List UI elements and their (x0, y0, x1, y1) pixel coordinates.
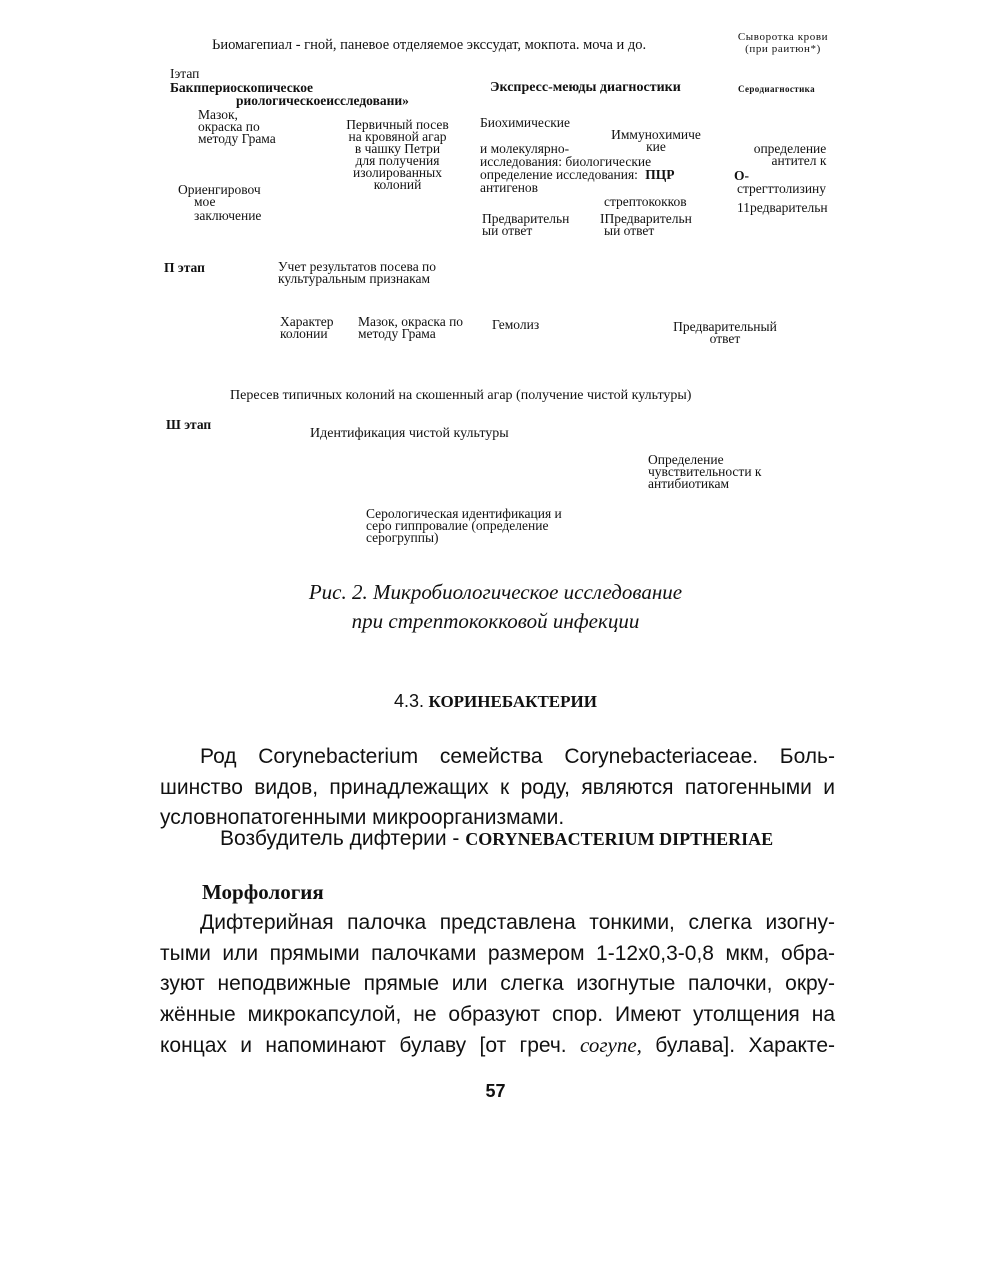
primary-seed-line: Первичный посев (346, 117, 449, 132)
antibiotic-line: чувствительности к (648, 464, 762, 479)
smear-line: методу Грама (198, 131, 276, 146)
preliminary-1 (482, 213, 569, 237)
material-line: Ьиомагепиал - гной, паневое отделяемое экссудат, мокпота. моча и до. (212, 37, 647, 53)
caption-line-1: Рис. 2. Микробиологическое исследование (308, 580, 683, 604)
serum-line-1: Сыворотка крови (737, 31, 829, 43)
preliminary-1-line: Предварительн (482, 211, 570, 226)
smear-2-line: методу Грама (358, 326, 436, 341)
smear-line: Мазок, (198, 107, 238, 122)
molecular-line-1: и молекулярно- (480, 141, 570, 156)
pcr-label: ПЦР (645, 167, 675, 182)
morphology-paragraph (160, 908, 835, 1062)
serum-label (728, 31, 838, 55)
intro-line: условнопатогенными микроорганизмами. (160, 806, 565, 829)
primary-seed-line: в чашку Петри (354, 141, 441, 156)
morphology-line: жённые микрокапсулой, не образуют спор. Имеют утолщения на (160, 1002, 835, 1026)
preliminary-answer (665, 321, 785, 345)
morphology-line: зуют неподвижные прямые или слегка изогнутые палочки, окру- (160, 972, 835, 995)
orientation-block (178, 184, 261, 222)
culture-eval-line: культуральным признакам (278, 271, 430, 286)
streptococci: стрептококков (604, 194, 687, 209)
immunochem-line: кие (646, 139, 666, 154)
antibody-line: антител к (771, 153, 827, 168)
smear-block (198, 109, 276, 145)
preliminary-2 (600, 213, 692, 237)
immunochem-line: Иммунохимиче (611, 127, 701, 142)
section-title (0, 691, 991, 712)
smear-2-line: Мазок, окраска по (358, 314, 464, 329)
smear-line: окраска по (198, 119, 260, 134)
preliminary-3: 11редварительн (737, 200, 828, 215)
intro-line: Род Corynebacterium семейства Corynebacteriaceae. Боль- (200, 745, 835, 768)
intro-paragraph (160, 742, 835, 834)
section-number: 4.3. (394, 691, 425, 711)
colony-char-line: колонии (280, 326, 328, 341)
primary-seed-line: для получения (355, 153, 440, 168)
antibiotic-line: Определение (648, 452, 724, 467)
reseed-line: Пересев типичных колоний на скошенный агар (получение чистой культуры) (230, 388, 692, 403)
primary-seed-block (330, 119, 465, 191)
preliminary-answer-line: Предварительный (673, 319, 777, 334)
morphology-greek-word: согупе, (580, 1033, 642, 1057)
preliminary-2-line: IПредварительн (600, 211, 692, 226)
o-letter: О- (734, 168, 749, 183)
serum-line-2: (при раитюн*) (745, 43, 821, 55)
smear-2 (358, 316, 463, 340)
morphology-line (160, 1030, 835, 1062)
morphology-heading: Морфология (202, 880, 324, 904)
culture-eval-line: Учет результатов посева по (278, 259, 437, 274)
section-name: КОРИНЕБАКТЕРИИ (428, 692, 597, 711)
primary-seed-line: изолированных (353, 165, 442, 180)
bacteriology-line-2: риологическоеисследовани» (236, 93, 409, 108)
serological-identification (366, 508, 562, 544)
pathogen-label: Возбудитель дифтерии - (220, 827, 460, 850)
orientation-line: мое (194, 194, 216, 209)
caption-line-2: при стрептококковой инфекции (351, 609, 640, 633)
serological-line: серо гиппровалие (определение (366, 518, 549, 533)
preliminary-2-line: ыи ответ (604, 223, 655, 238)
orientation-line: Ориенгировоч (178, 182, 261, 197)
intro-line: шинство видов, принадлежащих к роду, являются патогенными и (160, 775, 835, 799)
stage-2-label: П этап (164, 260, 205, 275)
page-number: 57 (485, 1081, 506, 1101)
colony-char-line: Характер (280, 314, 334, 329)
primary-seed-line: на кровяной агар (348, 129, 447, 144)
serodiagnostics: Серодиагностика (738, 84, 816, 94)
immunochem-block (600, 129, 712, 153)
morphology-line: Дифтерийная палочка представлена тонкими, слегка изогну- (200, 911, 835, 934)
serological-line: серогруппы) (366, 530, 439, 545)
morphology-last-end: булава]. Характе- (655, 1034, 835, 1057)
molecular-line-3-text: определение исследования: (480, 167, 638, 182)
bacteriology-line-1: Бакппериоскопическое (170, 80, 314, 95)
serological-line: Серологическая идентификация и (366, 506, 562, 521)
pathogen-name: CORYNEBACTERIUM DIPTHERIAE (465, 829, 774, 849)
antibody-block (740, 143, 840, 167)
molecular-line-4: антигенов (480, 180, 539, 195)
figure-caption (0, 578, 991, 636)
pathogen-line (220, 827, 773, 851)
morphology-line: тыми или прямыми палочками размером 1-12х0,3-0,8 мкм, обра- (160, 941, 835, 965)
primary-seed-line: колоний (373, 177, 422, 192)
identification: Идентификация чистой культуры (310, 426, 509, 441)
biochemical: Биохимические (480, 115, 571, 130)
colony-character (280, 316, 334, 340)
molecular-line-2: исследования: биологические (480, 154, 652, 169)
culture-evaluation (278, 261, 436, 285)
streptolysin: стрегттолизину (737, 181, 827, 196)
orientation-line: заключение (194, 208, 262, 223)
antibody-line: определение (753, 141, 827, 156)
antibiotic-line: антибиотикам (648, 476, 730, 491)
preliminary-answer-line: ответ (709, 331, 741, 346)
hemolysis: Гемолиз (492, 317, 540, 332)
express-methods: Экспресс-меюды диагностики (490, 80, 681, 95)
preliminary-1-line: ыи ответ (482, 223, 533, 238)
stage-1-label: Iэтап (170, 66, 200, 81)
antibiotic-sensitivity (648, 454, 761, 490)
stage-3-label: Ш этап (166, 417, 212, 432)
morphology-last-start: концах и напоминают булаву [от греч. (160, 1034, 567, 1057)
